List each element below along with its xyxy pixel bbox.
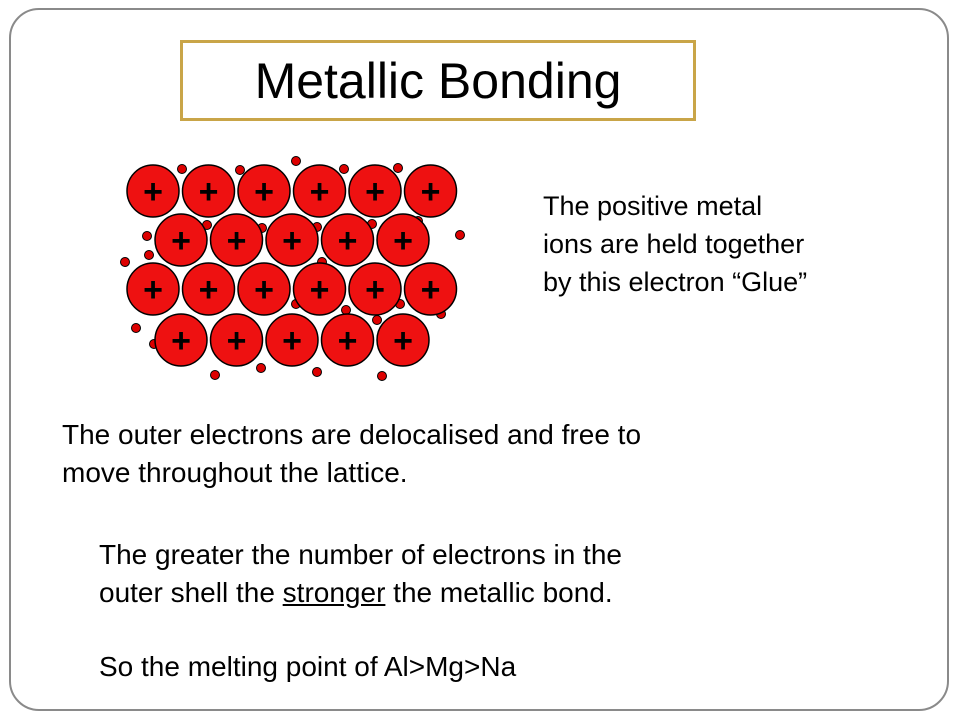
ion-charge-label: + [143,271,163,309]
positive-ion [294,165,346,217]
positive-ion [238,165,290,217]
delocalised-electron [145,251,154,260]
delocalised-electron [292,157,301,166]
delocalised-electron [178,165,187,174]
ion-charge-label: + [226,222,247,260]
positive-ion [349,165,401,217]
stronger-emphasis: stronger [282,577,386,608]
delocalised-electron [394,164,403,173]
delocalised-electron [342,306,351,315]
strength-line-2 [99,574,879,612]
glue-explanation [543,187,923,301]
delocalised-electron [340,165,349,174]
ion-charge-label: + [393,322,413,360]
positive-ion [294,263,346,315]
positive-ion [405,263,457,315]
glue-line: The positive metal [543,191,763,221]
positive-ion [377,214,429,266]
ion-charge-label: + [309,271,330,309]
positive-ion [211,314,263,366]
positive-ion [155,214,207,266]
ion-charge-label: + [282,222,302,260]
ion-group [127,165,457,366]
delocalised-line: The outer electrons are delocalised and free to [62,419,642,450]
ion-charge-label: + [198,173,219,211]
ion-charge-label: + [420,271,441,309]
delocalised-electron [378,372,387,381]
ion-charge-label: + [143,173,163,211]
delocalised-electron [143,232,152,241]
positive-ion [377,314,429,366]
delocalised-electron [211,371,220,380]
glue-line: ions are held together [543,229,805,259]
positive-ion [183,165,235,217]
delocalised-electron [121,258,130,267]
positive-ion [155,314,207,366]
delocalised-electron [373,316,382,325]
strength-line-1: The greater the number of electrons in the [99,539,622,570]
glue-line: by this electron “Glue” [543,267,808,297]
delocalised-line: move throughout the lattice. [62,457,408,488]
positive-ion [127,165,179,217]
delocalised-electron [132,324,141,333]
ion-charge-label: + [171,222,191,260]
positive-ion [127,263,179,315]
positive-ion [238,263,290,315]
slide-title: Metallic Bonding [254,52,622,109]
delocalised-electron [257,364,266,373]
strength-text-before: outer shell the [99,577,283,608]
positive-ion [349,263,401,315]
strength-text-after: the metallic bond. [385,577,613,608]
positive-ion [183,263,235,315]
delocalised-electron [313,368,322,377]
melting-point-statement: So the melting point of Al>Mg>Na [99,651,517,682]
ion-charge-label: + [198,271,219,309]
ion-charge-label: + [365,271,385,309]
delocalised-electron [456,231,465,240]
positive-ion [266,314,318,366]
ion-charge-label: + [282,322,302,360]
delocalised-explanation [62,416,882,492]
ion-charge-label: + [337,322,358,360]
positive-ion [211,214,263,266]
ion-charge-label: + [226,322,247,360]
ion-charge-label: + [309,173,330,211]
ion-charge-label: + [365,173,385,211]
delocalised-electron [236,166,245,175]
ion-charge-label: + [393,222,413,260]
positive-ion [266,214,318,266]
positive-ion [322,314,374,366]
ion-charge-label: + [420,173,441,211]
ion-charge-label: + [254,173,274,211]
positive-ion [322,214,374,266]
ion-charge-label: + [171,322,191,360]
ion-charge-label: + [254,271,274,309]
positive-ion [405,165,457,217]
ion-charge-label: + [337,222,358,260]
bond-strength-explanation [99,536,879,612]
